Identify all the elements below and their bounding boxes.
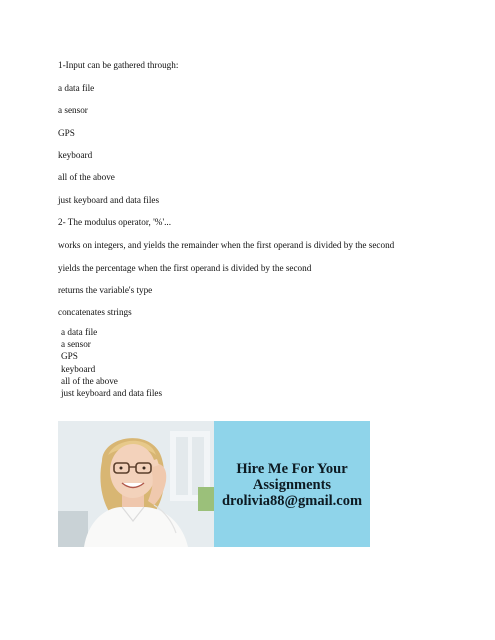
advert-email: drolivia88@gmail.com (221, 493, 363, 509)
advert-text-panel (214, 421, 370, 547)
advert-headline: Hire Me For Your (236, 461, 348, 477)
q2-option: returns the variable's type (58, 285, 153, 295)
q1-option: a data file (58, 83, 95, 93)
advert-subheadline: Assignments (252, 477, 332, 493)
list-item: all of the above (61, 375, 118, 386)
list-item: a data file (61, 327, 98, 337)
advert-photo (58, 421, 214, 547)
q2-option: yields the percentage when the first operand is divided by the second (58, 263, 312, 273)
q1-option: just keyboard and data files (58, 195, 160, 205)
woman-photo-illustration (58, 421, 214, 547)
q1-option: keyboard (58, 150, 93, 160)
q1-option: GPS (58, 128, 75, 138)
question-1-prompt: 1-Input can be gathered through: (58, 60, 179, 70)
list-item: keyboard (61, 363, 96, 374)
q1-option: a sensor (58, 105, 88, 115)
answer-list (61, 326, 162, 399)
list-item: just keyboard and data files (61, 388, 163, 399)
list-item: a sensor (61, 339, 91, 350)
advert-banner (58, 421, 370, 547)
q1-option: all of the above (58, 172, 115, 182)
q2-option: concatenates strings (58, 307, 132, 317)
q2-option: works on integers, and yields the remainder when the first operand is divided by the second (58, 240, 395, 250)
question-2-prompt: 2- The modulus operator, '%'... (58, 217, 171, 227)
list-item: GPS (61, 351, 78, 362)
